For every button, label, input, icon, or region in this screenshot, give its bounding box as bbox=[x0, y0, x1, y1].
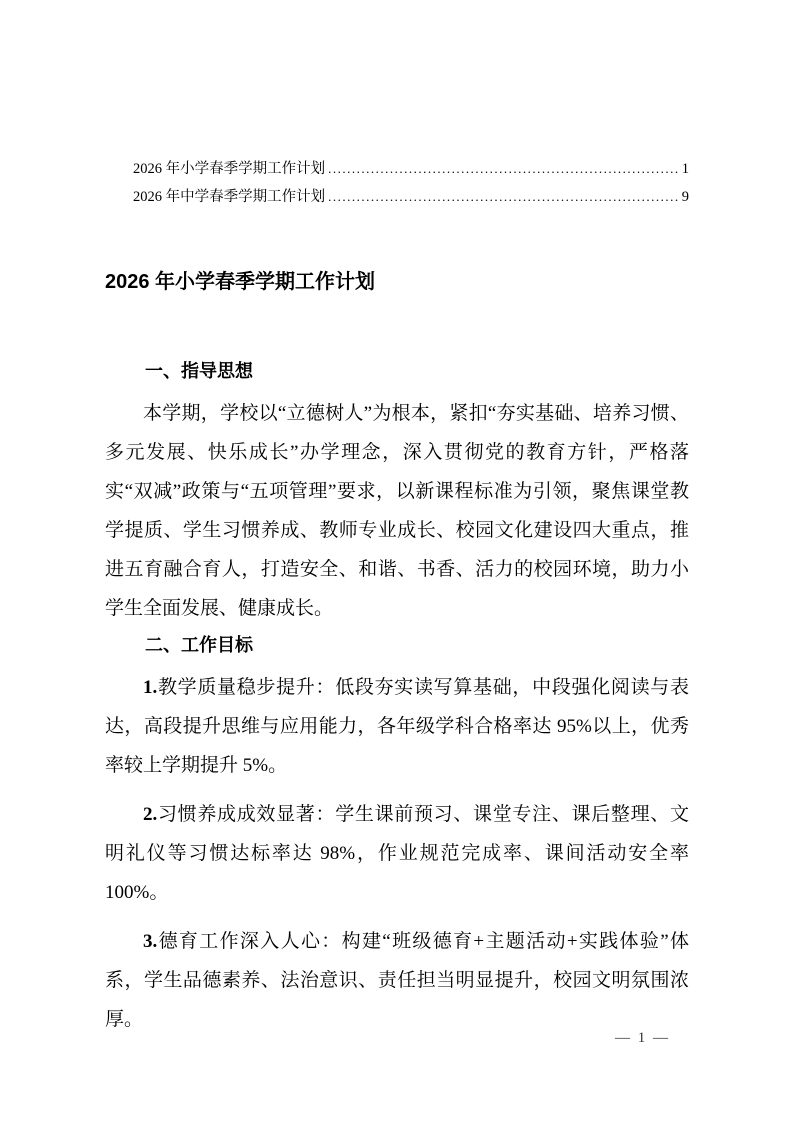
toc-entry-page-number: 9 bbox=[681, 189, 689, 205]
toc-dot-leader bbox=[328, 155, 679, 183]
item-number: 3. bbox=[143, 931, 158, 952]
paragraph-guiding-ideology: 本学期，学校以“立德树人”为根本，紧扣“夯实基础、培养习惯、多元发展、快乐成长”办学理念，深入贯彻党的教育方针，严格落实“双减”政策与“五项管理”要求，以新课程标准为引领，聚焦课堂教学提质、学生习惯养成、教师专业成长、校园文化建设四大重点，推进五育融合育人，打造安全、和谐、书香、活力的校园环境，助力小学生全面发展、健康成长。 bbox=[105, 403, 689, 619]
toc-entry-page-number: 1 bbox=[681, 161, 689, 177]
work-goal-item-2 bbox=[105, 795, 689, 912]
item-text: 教学质量稳步提升：低段夯实读写算基础，中段强化阅读与表达，高段提升思维与应用能力，各年级学科合格率达 95%以上，优秀率较上学期提升 5%。 bbox=[105, 677, 689, 776]
table-of-contents bbox=[105, 155, 689, 211]
toc-entry-primary-school[interactable] bbox=[105, 155, 689, 183]
work-goal-item-3 bbox=[105, 922, 689, 1039]
work-goal-item-1 bbox=[105, 668, 689, 785]
page-number-footer: — 1 — bbox=[615, 1030, 670, 1046]
toc-dot-leader bbox=[328, 183, 679, 211]
document-title: 2026 年小学春季学期工作计划 bbox=[105, 271, 376, 293]
toc-entry-middle-school[interactable] bbox=[105, 183, 689, 211]
section-heading-work-goals: 二、工作目标 bbox=[145, 635, 253, 655]
item-text: 习惯养成成效显著：学生课前预习、课堂专注、课后整理、文明礼仪等习惯达标率达 98%，作业规范完成率、课间活动安全率 100%。 bbox=[105, 804, 689, 903]
item-text: 德育工作深入人心：构建“班级德育+主题活动+实践体验”体系，学生品德素养、法治意识、责任担当明显提升，校园文明氛围浓厚。 bbox=[105, 931, 689, 1030]
section-heading-guiding-ideology: 一、指导思想 bbox=[145, 361, 253, 381]
item-number: 1. bbox=[143, 677, 158, 698]
toc-entry-label: 2026 年中学春季学期工作计划 bbox=[133, 189, 326, 205]
toc-entry-label: 2026 年小学春季学期工作计划 bbox=[133, 161, 326, 177]
item-number: 2. bbox=[143, 804, 158, 825]
